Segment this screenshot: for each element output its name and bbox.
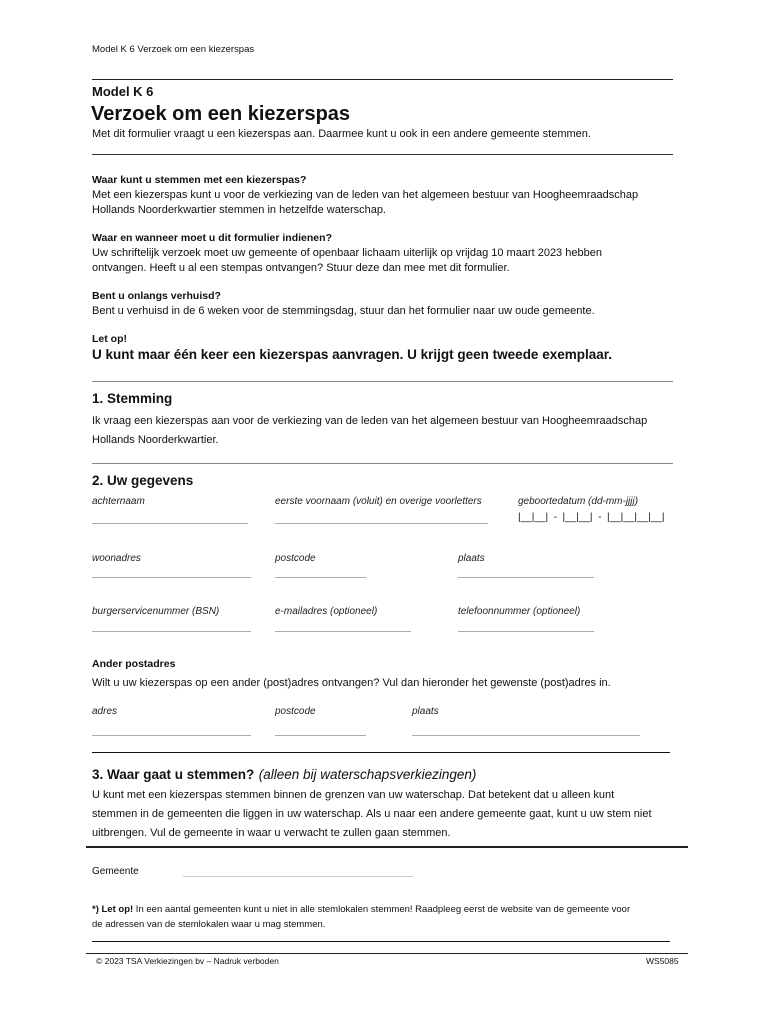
achternaam-label: achternaam [92, 496, 145, 507]
letop-label: Let op! [92, 333, 127, 345]
divider [92, 79, 673, 80]
section1-text: Hollands Noorderkwartier. [92, 434, 219, 446]
section3-text: uitbrengen. Vul de gemeente in waar u verwacht te zullen gaan stemmen. [92, 827, 451, 839]
postcode-field[interactable] [275, 577, 366, 578]
info-text: Bent u verhuisd in de 6 weken voor de stemmingsdag, stuur dan het formulier naar uw oude gemeente. [92, 305, 595, 317]
bsn-label: burgerservicenummer (BSN) [92, 606, 220, 617]
telefoon-field[interactable] [458, 631, 594, 632]
voornaam-label: eerste voornaam (voluit) en overige voorletters [275, 496, 482, 507]
postcode2-field[interactable] [275, 735, 366, 736]
footer-divider [86, 953, 688, 954]
divider [92, 941, 670, 942]
bsn-field[interactable] [92, 631, 251, 632]
divider [92, 154, 673, 155]
achternaam-field[interactable] [92, 523, 248, 524]
footnote-text: de adressen van de stemlokalen waar u mag stemmen. [92, 919, 326, 930]
geboortedatum-field[interactable]: |__|__| - |__|__| - |__|__|__|__| [518, 512, 665, 523]
email-field[interactable] [275, 631, 411, 632]
section2-title: 2. Uw gegevens [92, 473, 194, 488]
divider [92, 463, 673, 464]
ander-postadres-text: Wilt u uw kiezerspas op een ander (post)adres ontvangen? Vul dan hieronder het gewenste (post)adres in. [92, 677, 611, 689]
info-text: Hollands Noorderkwartier stemmen in hetzelfde waterschap. [92, 204, 387, 216]
info-heading: Waar en wanneer moet u dit formulier indienen? [92, 232, 332, 244]
section3-subtitle: (alleen bij waterschapsverkiezingen) [258, 767, 477, 782]
postcode2-label: postcode [275, 706, 316, 717]
voornaam-field[interactable] [275, 523, 488, 524]
section1-text: Ik vraag een kiezerspas aan voor de verkiezing van de leden van het algemeen bestuur van Hoogheemraadschap [92, 415, 648, 427]
divider [92, 381, 673, 382]
adres-label: adres [92, 706, 118, 717]
plaats2-field[interactable] [412, 735, 640, 736]
footnote-mark: *) Let op! [92, 904, 134, 915]
plaats2-label: plaats [412, 706, 439, 717]
info-text: Uw schriftelijk verzoek moet uw gemeente of openbaar lichaam uiterlijk op vrijdag 10 maart 2023 hebben [92, 247, 602, 259]
gemeente-field[interactable] [183, 876, 413, 877]
telefoon-label: telefoonnummer (optioneel) [458, 606, 581, 617]
woonadres-field[interactable] [92, 577, 251, 578]
model-label: Model K 6 [92, 84, 154, 99]
page-title: Verzoek om een kiezerspas [91, 103, 351, 125]
info-heading: Bent u onlangs verhuisd? [92, 290, 221, 302]
footer-copyright: © 2023 TSA Verkiezingen bv – Nadruk verboden [96, 956, 279, 966]
info-text: ontvangen. Heeft u al een stempas ontvangen? Stuur deze dan mee met dit formulier. [92, 262, 510, 274]
info-text: Met een kiezerspas kunt u voor de verkiezing van de leden van het algemeen bestuur van Hoogheemraadschap [92, 189, 639, 201]
divider [92, 752, 670, 753]
postcode-label: postcode [275, 553, 316, 564]
letop-warning: U kunt maar één keer een kiezerspas aanvragen. U krijgt geen tweede exemplaar. [92, 347, 612, 362]
plaats-label: plaats [458, 553, 485, 564]
section3-title: 3. Waar gaat u stemmen? [92, 767, 255, 782]
section1-title: 1. Stemming [92, 391, 173, 406]
email-label: e-mailadres (optioneel) [275, 606, 378, 617]
gemeente-label: Gemeente [92, 866, 139, 877]
footer-code: WS5085 [646, 956, 679, 966]
running-header: Model K 6 Verzoek om een kiezerspas [92, 44, 255, 55]
info-heading: Waar kunt u stemmen met een kiezerspas? [92, 174, 307, 186]
footnote-text: In een aantal gemeenten kunt u niet in alle stemlokalen stemmen! Raadpleeg eerst de website van de gemeente voor [133, 904, 631, 915]
divider [86, 846, 688, 848]
intro-text: Met dit formulier vraagt u een kiezerspas aan. Daarmee kunt u ook in een andere gemeente stemmen. [92, 128, 591, 140]
section3-title-row [92, 766, 476, 784]
section3-text: stemmen in de gemeenten die liggen in uw waterschap. Als u naar een andere gemeente gaat, kunt u uw stem niet [92, 808, 652, 820]
section3-text: U kunt met een kiezerspas stemmen binnen de grenzen van uw waterschap. Dat betekent dat u alleen kunt [92, 789, 615, 801]
adres-field[interactable] [92, 735, 251, 736]
footnote [92, 902, 692, 932]
plaats-field[interactable] [458, 577, 594, 578]
woonadres-label: woonadres [92, 553, 141, 564]
geboortedatum-label: geboortedatum (dd-mm-jjjj) [518, 496, 639, 507]
ander-postadres-heading: Ander postadres [92, 658, 176, 670]
